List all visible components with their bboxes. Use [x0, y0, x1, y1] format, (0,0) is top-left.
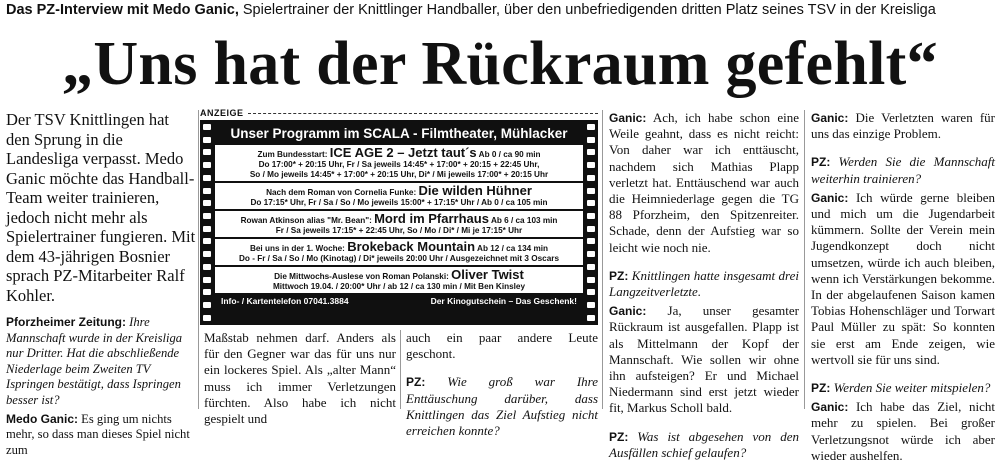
- film-times: Fr / Sa jeweils 17:15* + 22:45 Uhr, So / Mo / Di* / Mi je 17:15* Uhr: [275, 226, 523, 235]
- kicker-bold: Das PZ-Interview mit Medo Ganic,: [6, 2, 239, 18]
- ad-label-text: ANZEIGE: [200, 108, 244, 118]
- question-text: Ihre Mannschaft wurde in der Kreisliga nur Dritter. Hat die abschließende Niederlage beim Zweiten TV Ispringen bestätigt, dass Ispringen besser ist?: [6, 315, 183, 407]
- film-rating: Ab 6 / ca 103 min: [490, 216, 558, 225]
- question-3: [609, 268, 799, 300]
- answer-text: Ach, ich habe schon eine Weile geahnt, dass es nicht reicht: Von daher war ich enttäuscht, nachdem sich Mathias Plapp verletzt hat. Enttäuschend war auch die Heimniederlage gegen die TG 88 Pforzheim, den Spitzenreiter. Schade, denn der Aufstieg war so leicht wie noch nie.: [609, 110, 799, 255]
- column-5: [811, 110, 995, 463]
- answer-5: [811, 190, 995, 368]
- speaker-label: PZ:: [811, 381, 831, 396]
- film-listing: [215, 145, 583, 181]
- column-4: [609, 110, 799, 460]
- question-text: Werden Sie weiter mitspielen?: [830, 380, 991, 396]
- speaker-label: Ganic:: [609, 111, 647, 125]
- speaker-label: Ganic:: [811, 400, 849, 415]
- film-rating: Ab 0 / ca 90 min: [478, 150, 541, 159]
- column-divider: [804, 110, 805, 409]
- film-intro: Nach dem Roman von Cornelia Funke:: [266, 188, 417, 197]
- answer-4: [811, 110, 995, 142]
- ad-label: [200, 107, 598, 119]
- film-title: Mord im Pfarrhaus: [374, 211, 489, 226]
- kicker-line: [6, 2, 996, 22]
- answer-1: [6, 412, 196, 459]
- voucher-slogan: Der Kinogutschein – Das Geschenk!: [430, 296, 577, 306]
- question-5: [811, 154, 995, 186]
- column-divider: [602, 110, 603, 409]
- film-title: Brokeback Mountain: [347, 239, 476, 254]
- column-divider: [198, 110, 199, 409]
- speaker-label: Ganic:: [811, 190, 849, 205]
- answer-2: [609, 110, 799, 256]
- film-perforation-right: [585, 124, 597, 321]
- answer-1-end: auch ein paar andere Leute geschont.: [406, 330, 598, 362]
- column-intro: [6, 110, 196, 457]
- speaker-label: PZ:: [609, 429, 629, 444]
- speaker-label: Medo Ganic:: [6, 411, 79, 426]
- answer-3: [609, 303, 799, 416]
- ad-footer: [215, 295, 583, 308]
- answer-text: Ich habe das Ziel, nicht mehr zu spielen. Bei großer Verletzungsnot würde ich aber wieder aushelfen.: [811, 399, 995, 463]
- column-3-continued: [406, 330, 598, 439]
- film-intro: Rowan Atkinson alias "Mr. Bean":: [240, 216, 372, 225]
- question-6: [811, 380, 995, 396]
- speaker-label: PZ:: [609, 268, 629, 283]
- question-2: [406, 374, 598, 439]
- column-2-continued: [204, 330, 396, 427]
- ticket-phone: Info- / Kartentelefon 07041.3884: [221, 296, 349, 306]
- ad-label-line: [248, 113, 598, 114]
- answer-6: [811, 399, 995, 464]
- question-1: [6, 315, 196, 409]
- column-divider: [400, 330, 401, 409]
- answer-text: Ja, unser gesamter Rückraum ist ausgefallen. Plapp ist als Mittelmann der Kopf der Mannschaft. Wie sollen wir ohne ihn aufsteigen? Er und Michael Niedermann sind erst jetzt wieder fit, Markus Scholl bald.: [609, 303, 799, 416]
- ad-title: Unser Programm im SCALA - Filmtheater, Mühlacker: [230, 126, 568, 141]
- film-times: Do 17:15* Uhr, Fr / Sa / So / Mo jeweils 15:00* + 17:15* Uhr / Ab 0 / ca 105 min: [250, 198, 548, 207]
- answer-1-continued: Maßstab nehmen darf. Anders als für den Gegner war das für uns nur ein lockeres Spiel. Als „alter Mann“ muss ich immer Verletzungen fürchten. Also habe ich nicht gespielt und: [204, 330, 396, 427]
- kicker-rest: Spielertrainer der Knittlinger Handballer, über den unbefriedigenden dritten Platz seines TSV in der Kreisliga: [238, 2, 936, 18]
- film-perforation-left: [201, 124, 213, 321]
- answer-text: Es ging um nichts mehr, so dass man dieses Spiel nicht zum: [6, 411, 190, 457]
- film-rating: Ab 12 / ca 134 min: [477, 244, 549, 253]
- speaker-label: Ganic:: [609, 304, 647, 319]
- speaker-label: Ganic:: [811, 111, 849, 125]
- speaker-label: PZ:: [406, 375, 426, 390]
- film-listing: [215, 183, 583, 209]
- film-times: Mittwoch 19.04. / 20:00* Uhr / ab 12 / ca 130 min / Mit Ben Kinsley: [272, 282, 526, 291]
- question-4: [609, 429, 799, 461]
- film-listing: [215, 267, 583, 293]
- film-title: ICE AGE 2 – Jetzt taut´s: [329, 145, 477, 160]
- cinema-advertisement: [200, 120, 598, 325]
- question-text: Wie groß war Ihre Enttäuschung darüber, dass Knittlingen das Ziel Aufstieg nicht erreichen konnte?: [406, 374, 598, 439]
- intro-text: Der TSV Knittlingen hat den Sprung in die Landesliga verpasst. Medo Ganic möchte das Handball-Team weiter trainieren, jedoch nicht mehr als Spielertrainer fungieren. Mit dem 43-jährigen Bosnier sprach PZ-Mitarbeiter Ralf Kohler.: [6, 110, 196, 305]
- speaker-label: Pforzheimer Zeitung:: [6, 315, 127, 329]
- question-text: Knittlingen hatte insgesamt drei Langzeitverletzte.: [609, 267, 799, 300]
- film-title: Die wilden Hühner: [418, 183, 532, 198]
- answer-text: Ich würde gerne bleiben und mich um die Jugendarbeit kümmern. Sollte der Verein mein Jugendkonzept doch nicht umsetzen, würde ich auch bleiben, wenn ich Verstärkungen bekomme. In der abgelaufenen Saison kamen Tobias Hohenschläger und Torwart Paul Müller zu spät: So konnten sie erst am Ende zeigen, wie wertvoll sie für uns sind.: [811, 189, 995, 367]
- answer-text: Die Verletzten waren für uns das einzige Problem.: [811, 110, 995, 142]
- film-times: Do 17:00* + 20:15 Uhr, Fr / Sa jeweils 14:45* + 17:00* + 20:15 + 22:45 Uhr,: [258, 160, 540, 169]
- film-intro: Zum Bundesstart:: [257, 150, 328, 159]
- film-intro: Bei uns in der 1. Woche:: [249, 244, 345, 253]
- film-intro: Die Mittwochs-Auslese von Roman Polanski:: [274, 272, 449, 281]
- question-text: Was ist abgesehen von den Ausfällen schief gelaufen?: [609, 428, 799, 460]
- film-listing: [215, 211, 583, 237]
- film-listing: [215, 239, 583, 265]
- speaker-label: PZ:: [811, 155, 831, 170]
- headline: „Uns hat der Rückraum gefehlt“: [62, 30, 938, 98]
- film-times: Do - Fr / Sa / So / Mo (Kinotag) / Di* jeweils 20:00 Uhr / Ausgezeichnet mit 3 Oscars: [239, 254, 559, 263]
- question-text: Werden Sie die Mannschaft weiterhin trainieren?: [811, 154, 995, 186]
- film-times: So / Mo jeweils 14:45* + 17:00* + 20:15 Uhr, Di* / Mi jeweils 17:00* + 20:15 Uhr: [249, 170, 549, 179]
- ad-content: [215, 124, 583, 320]
- film-title: Oliver Twist: [451, 267, 524, 282]
